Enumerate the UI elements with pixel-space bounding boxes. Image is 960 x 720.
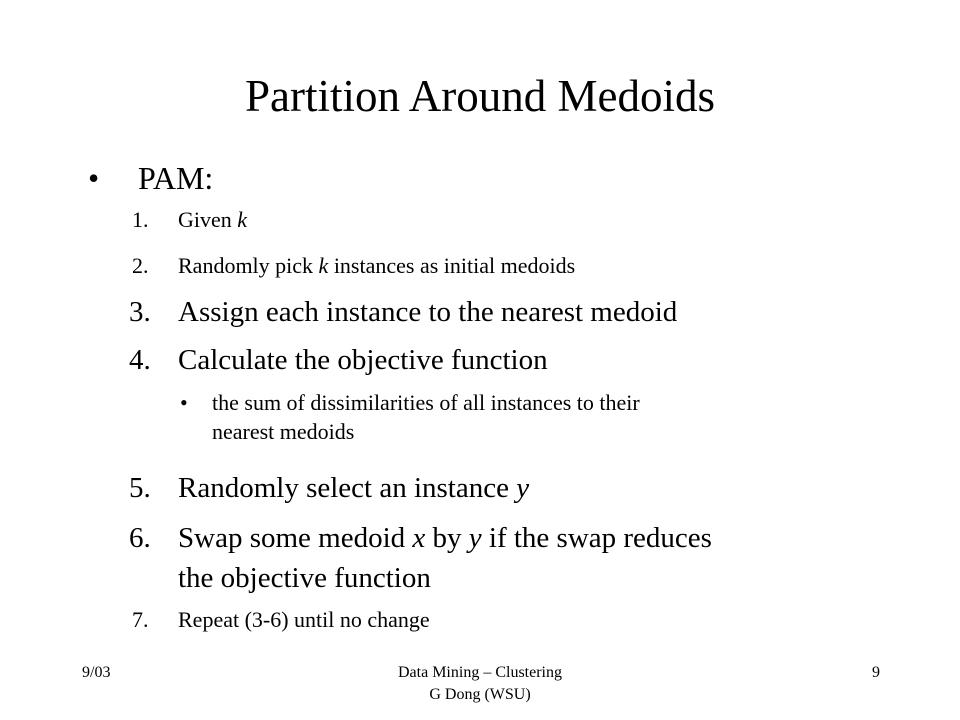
- step-number: 2.: [132, 253, 149, 278]
- bullet-marker: •: [88, 160, 100, 196]
- step-number: 4.: [129, 344, 151, 376]
- step-number: 6.: [129, 522, 151, 554]
- step-text: Swap some medoid x by y if the swap reduces the objective function: [178, 522, 712, 594]
- page-number: 9: [872, 664, 880, 681]
- footer-title: Data Mining – Clustering G Dong (WSU): [398, 664, 562, 703]
- step-number: 7.: [132, 607, 149, 632]
- step-text: Assign each instance to the nearest medoid: [178, 296, 678, 328]
- step-text: Calculate the objective function: [178, 344, 548, 376]
- step-text: Randomly select an instance y: [178, 472, 530, 504]
- bullet-label: PAM:: [138, 160, 214, 196]
- footer-date: 9/03: [82, 664, 111, 681]
- step-text: Randomly pick k instances as initial medoids: [178, 253, 576, 278]
- step-text: Given k: [178, 207, 248, 232]
- step-number: 3.: [129, 296, 151, 328]
- step-text: Repeat (3-6) until no change: [178, 607, 430, 632]
- step-number: 5.: [129, 472, 151, 504]
- sub-bullet-marker: •: [180, 390, 188, 415]
- step-number: 1.: [132, 207, 149, 232]
- sub-bullet-text: the sum of dissimilarities of all instances to their nearest medoids: [212, 390, 640, 444]
- slide-title: Partition Around Medoids: [245, 71, 715, 121]
